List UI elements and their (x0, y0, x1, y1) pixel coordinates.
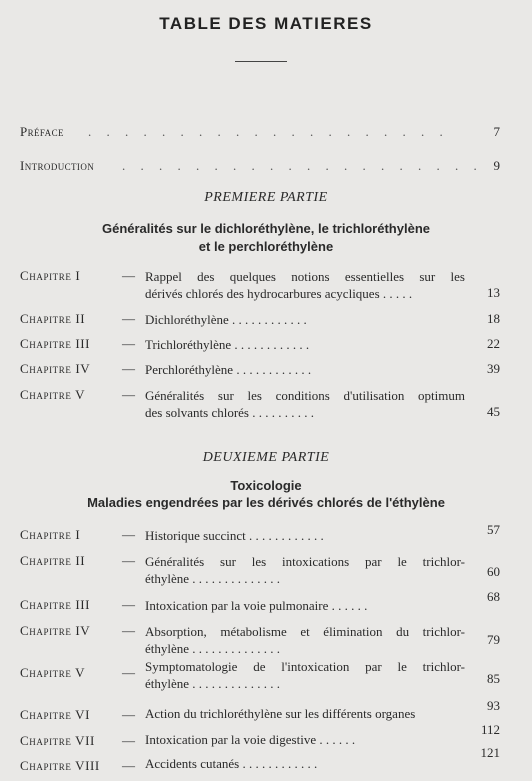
preface-label: Préface (20, 124, 64, 139)
preface-page: 7 (493, 124, 500, 139)
chapter-page: 22 (487, 336, 500, 351)
chapter-label: Chapitre VII (20, 733, 95, 748)
chapter-page: 18 (487, 311, 500, 326)
chapter-title-line1: Dichloréthylène . . . . . . . . . . . . (145, 312, 307, 327)
chapter-title-line2: éthylène . . . . . . . . . . . . . . (145, 641, 281, 656)
dash: — (122, 527, 135, 542)
part2-heading-line2: Maladies engendrées par les dérivés chlorés de l'éthylène (87, 495, 445, 510)
chapter-label: Chapitre IV (20, 623, 91, 638)
part2-heading-line1: Toxicologie (230, 478, 302, 493)
chapter-title-line1: Accidents cutanés . . . . . . . . . . . . (145, 756, 318, 771)
part1-label: PREMIERE PARTIE (204, 190, 328, 205)
chapter-label: Chapitre VIII (20, 758, 100, 773)
chapter-page: 13 (487, 285, 500, 300)
chapter-label: Chapitre VI (20, 707, 91, 722)
chapter-label: Chapitre III (20, 597, 91, 612)
chapter-title-line1: Perchloréthylène . . . . . . . . . . . . (145, 362, 312, 377)
chapter-label: Chapitre IV (20, 361, 91, 376)
chapter-title-line1: Symptomatologie de l'intoxication par le trichlor- (145, 659, 465, 674)
chapter-label: Chapitre II (20, 311, 86, 326)
chapter-label: Chapitre I (20, 268, 81, 283)
dash: — (122, 336, 135, 351)
chapter-title-line1: Absorption, métabolisme et élimination du trichlor- (145, 624, 465, 639)
chapter-page: 112 (480, 722, 500, 737)
chapter-title-line2: dérivés chlorés des hydrocarbures acycliques . . . . . (145, 286, 413, 301)
chapter-title-line1: Rappel des quelques notions essentielles sur les (145, 269, 465, 284)
introduction-leader: . . . . . . . . . . . . . . . . . . . . (122, 158, 483, 173)
page-title: TABLE DES MATIERES (159, 14, 373, 33)
dash: — (122, 707, 135, 722)
chapter-page: 79 (487, 632, 500, 647)
dash: — (122, 758, 135, 773)
dash: — (122, 387, 135, 402)
dash: — (122, 311, 135, 326)
chapter-label: Chapitre II (20, 553, 86, 568)
chapter-page: 93 (487, 698, 500, 713)
introduction-entry[interactable] (20, 158, 94, 174)
chapter-title-line1: Généralités sur les conditions d'utilisation optimum (145, 388, 465, 403)
chapter-title-line1: Intoxication par la voie pulmonaire . . . . . . (145, 598, 368, 613)
chapter-title-line2: éthylène . . . . . . . . . . . . . . (145, 676, 281, 691)
chapter-title-line1: Trichloréthylène . . . . . . . . . . . . (145, 337, 310, 352)
introduction-page: 9 (493, 158, 500, 173)
chapter-page: 85 (487, 671, 500, 686)
part2-label: DEUXIEME PARTIE (202, 450, 330, 465)
dash: — (122, 665, 135, 680)
chapter-label: Chapitre V (20, 665, 86, 680)
chapter-page: 57 (487, 522, 500, 537)
chapter-label: Chapitre III (20, 336, 91, 351)
dash: — (122, 553, 135, 568)
chapter-label: Chapitre V (20, 387, 86, 402)
chapter-title-line2: éthylène . . . . . . . . . . . . . . (145, 571, 281, 586)
chapter-label: Chapitre I (20, 527, 81, 542)
dash: — (122, 597, 135, 612)
introduction-label: Introduction (20, 158, 95, 173)
dash: — (122, 733, 135, 748)
chapter-title-line1: Intoxication par la voie digestive . . . . . . (145, 732, 356, 747)
preface-entry[interactable] (20, 124, 64, 140)
dash: — (122, 361, 135, 376)
dash: — (122, 268, 135, 283)
chapter-page: 60 (487, 564, 500, 579)
chapter-title-line1: Historique succinct . . . . . . . . . . . . (145, 528, 324, 543)
chapter-page: 121 (480, 745, 500, 760)
chapter-page: 45 (487, 404, 500, 419)
chapter-page: 39 (487, 361, 500, 376)
part1-heading-line2: et le perchloréthylène (198, 239, 334, 254)
dash: — (122, 623, 135, 638)
title-rule (235, 61, 287, 62)
preface-leader: . . . . . . . . . . . . . . . . . . . . (88, 124, 449, 139)
part1-heading-line1: Généralités sur le dichloréthylène, le trichloréthylène (101, 221, 430, 236)
chapter-title-line1: Généralités sur les intoxications par le trichlor- (145, 554, 465, 569)
chapter-title-line1: Action du trichloréthylène sur les différents organes (145, 706, 416, 721)
chapter-title-line2: des solvants chlorés . . . . . . . . . . (145, 405, 314, 420)
chapter-page: 68 (487, 589, 500, 604)
